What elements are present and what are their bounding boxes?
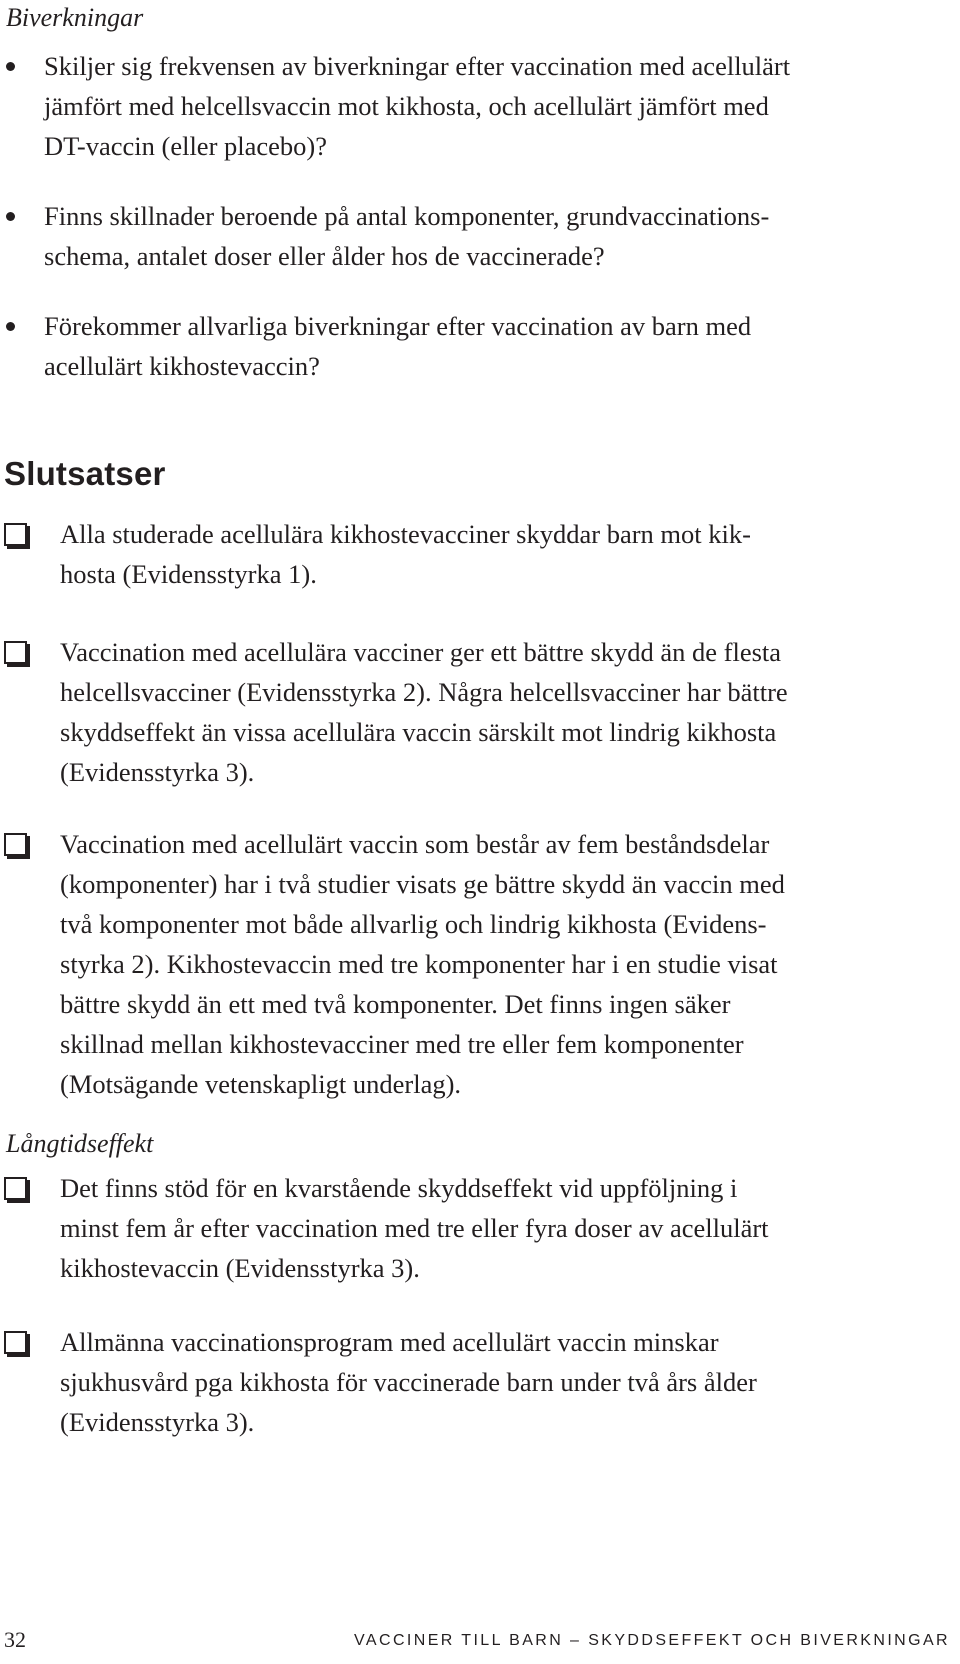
checkbox-icon (4, 641, 27, 664)
page-number: 32 (4, 1627, 26, 1652)
checkbox-icon (4, 1177, 27, 1200)
checkbox-icon (4, 833, 27, 856)
list-item-text: Det finns stöd för en kvarstående skyddseffekt vid uppföljning i minst fem år efter vaccination med tre eller fyra doser av acellulärt kikhostevaccin (Evidensstyrka 3). (60, 1173, 769, 1283)
list-item-text: Vaccination med acellulära vacciner ger ett bättre skydd än de flesta helcellsvacciner (Evidensstyrka 2). Några helcellsvacciner har bättre skyddseffekt än vissa acellulära vaccin särskilt mot lindrig kikhosta (Evidensstyrka 3). (60, 637, 788, 787)
list-item-text: Skiljer sig frekvensen av biverkningar efter vaccination med acellulärt jämfört med helcellsvaccin mot kikhosta, och acellulärt jämfört med DT-vaccin (eller placebo)? (44, 51, 791, 161)
list-item-text: Förekommer allvarliga biverkningar efter vaccination av barn med acellulärt kikhostevaccin? (44, 311, 752, 381)
checkbox-icon (4, 1331, 27, 1354)
list-item-text: Finns skillnader beroende på antal komponenter, grundvaccinations- schema, antalet doser eller ålder hos de vaccinerade? (44, 201, 770, 271)
heading-langtidseffekt: Långtidseffekt (6, 1129, 154, 1158)
bullet-dot-icon (6, 62, 15, 71)
checkbox-icon (4, 523, 27, 546)
list-item-text: Vaccination med acellulärt vaccin som består av fem beståndsdelar (komponenter) har i två studier visats ge bättre skydd än vaccin med två komponenter mot både allvarlig och lindrig kikhosta (Evidens- styrka 2). Kikhostevaccin med tre komponenter har i en studie visat bättre skydd än ett med två komponenter. Det finns ingen säker skillnad mellan kikhostevacciner med tre eller fem komponenter (Motsägande vetenskapligt underlag). (60, 829, 785, 1099)
bullet-dot-icon (6, 212, 15, 221)
heading-biverkningar: Biverkningar (6, 3, 144, 32)
heading-slutsatser: Slutsatser (4, 455, 166, 492)
list-item-text: Alla studerade acellulära kikhostevacciner skyddar barn mot kik- hosta (Evidensstyrka 1). (60, 519, 751, 589)
list-item-text: Allmänna vaccinationsprogram med acellulärt vaccin minskar sjukhusvård pga kikhosta för vaccinerade barn under två års ålder (Evidensstyrka 3). (60, 1327, 757, 1437)
bullet-dot-icon (6, 322, 15, 331)
running-title: VACCINER TILL BARN – SKYDDSEFFEKT OCH BIVERKNINGAR (354, 1632, 950, 1649)
